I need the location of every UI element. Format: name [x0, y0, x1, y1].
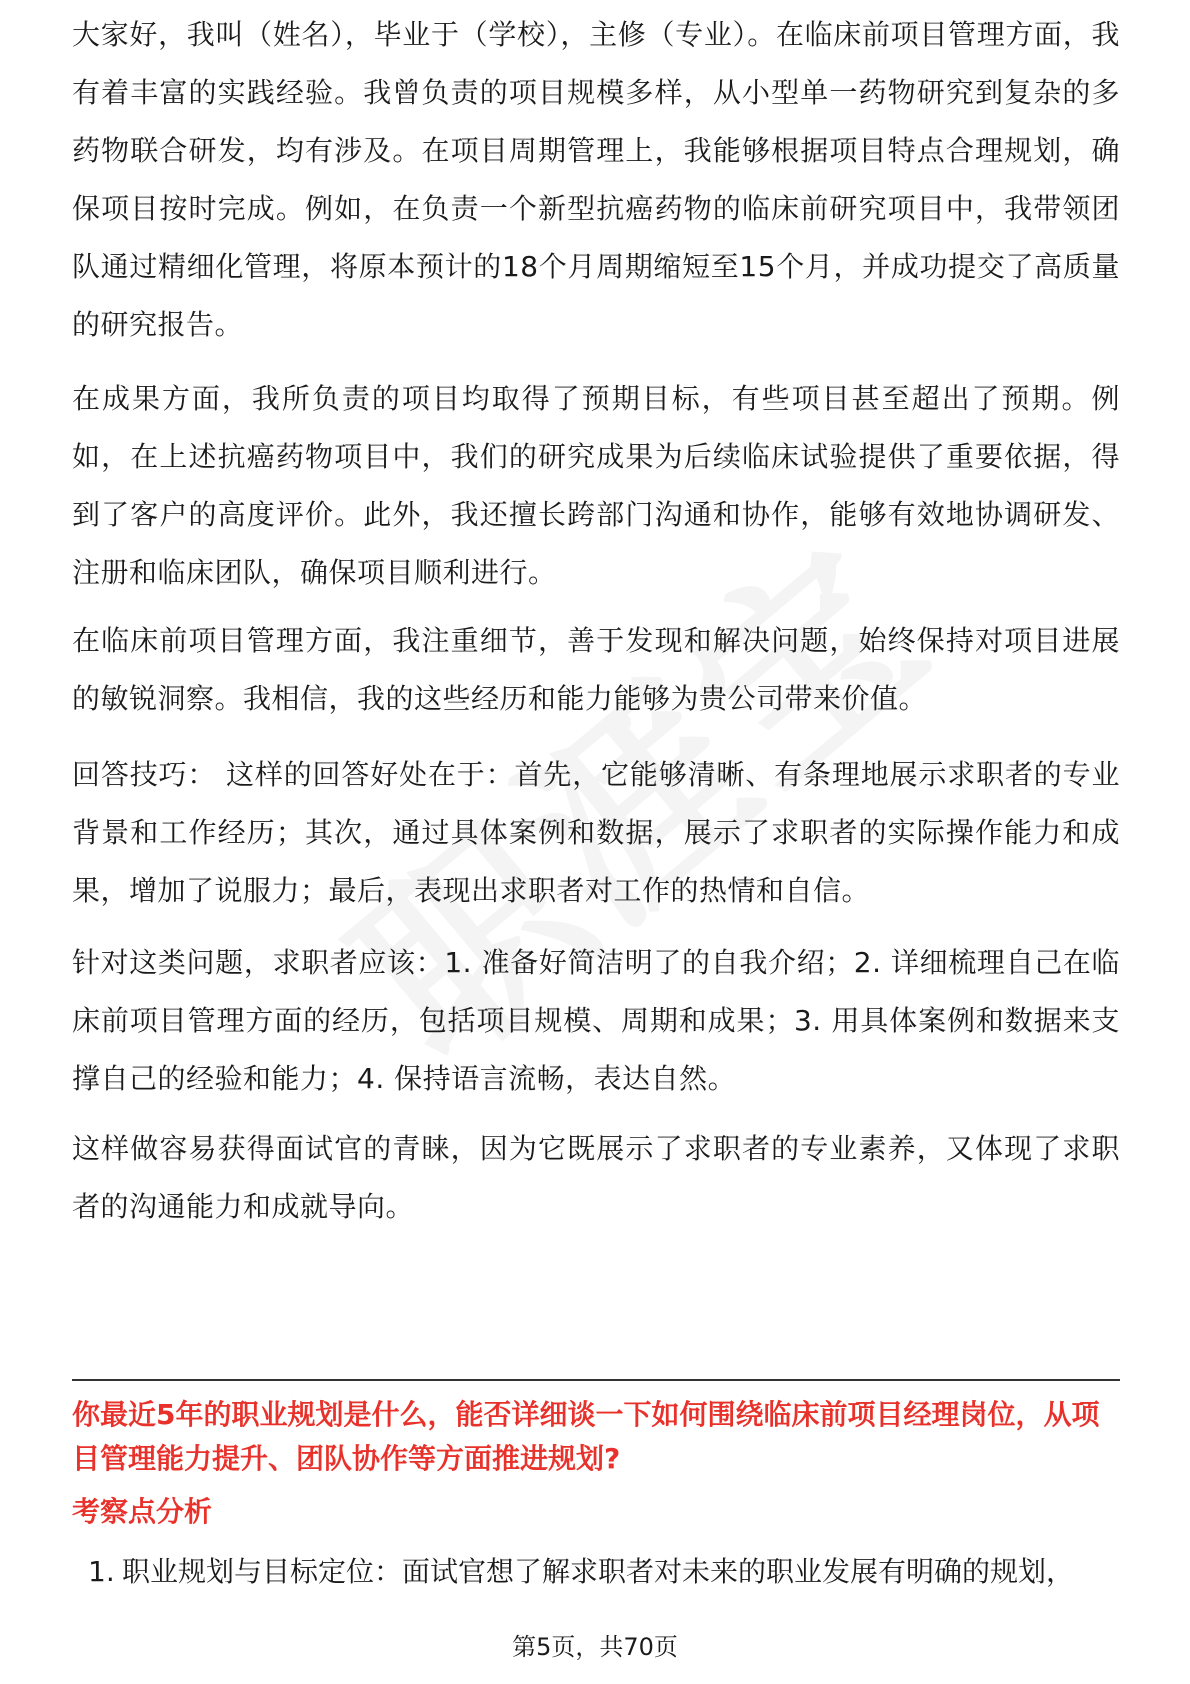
paragraph-conclusion: 这样做容易获得面试官的青睐，因为它既展示了求职者的专业素养，又体现了求职者的沟通能力和成就导向。	[72, 1132, 1120, 1223]
interview-question: 你最近5年的职业规划是什么，能否详细谈一下如何围绕临床前项目经理岗位，从项目管理能力提升、团队协作等方面推进规划?	[72, 1398, 1100, 1475]
list-item	[88, 1550, 1120, 1594]
list-item-number: 1.	[88, 1555, 115, 1588]
list-item-text: 职业规划与目标定位：面试官想了解求职者对未来的职业发展有明确的规划，	[122, 1555, 1075, 1588]
page-number: 第5页，共70页	[512, 1633, 678, 1661]
paragraph-guidance: 针对这类问题，求职者应该：1. 准备好简洁明了的自我介绍；2. 详细梳理自己在临床前项目管理方面的经历，包括项目规模、周期和成果；3. 用具体案例和数据来支撑自己的经验和能力；4. 保持语言流畅，表达自然。	[72, 946, 1120, 1095]
paragraph-results: 在成果方面，我所负责的项目均取得了预期目标，有些项目甚至超出了预期。例如，在上述抗癌药物项目中，我们的研究成果为后续临床试验提供了重要依据，得到了客户的高度评价。此外，我还擅长跨部门沟通和协作，能够有效地协调研发、注册和临床团队，确保项目顺利进行。	[72, 382, 1120, 589]
section-divider	[72, 1379, 1120, 1381]
analysis-heading: 考察点分析	[72, 1495, 213, 1528]
paragraph-intro: 大家好，我叫（姓名），毕业于（学校），主修（专业）。在临床前项目管理方面，我有着丰富的实践经验。我曾负责的项目规模多样，从小型单一药物研究到复杂的多药物联合研发，均有涉及。在项目周期管理上，我能够根据项目特点合理规划，确保项目按时完成。例如，在负责一个新型抗癌药物的临床前研究项目中，我带领团队通过精细化管理，将原本预计的18个月周期缩短至15个月，并成功提交了高质量的研究报告。	[72, 18, 1120, 341]
paragraph-attention: 在临床前项目管理方面，我注重细节，善于发现和解决问题，始终保持对项目进展的敏锐洞察。我相信，我的这些经历和能力能够为贵公司带来价值。	[72, 624, 1120, 715]
paragraph-answer-tips: 回答技巧： 这样的回答好处在于：首先，它能够清晰、有条理地展示求职者的专业背景和工作经历；其次，通过具体案例和数据，展示了求职者的实际操作能力和成果，增加了说服力；最后，表现出求职者对工作的热情和自信。	[72, 758, 1120, 907]
